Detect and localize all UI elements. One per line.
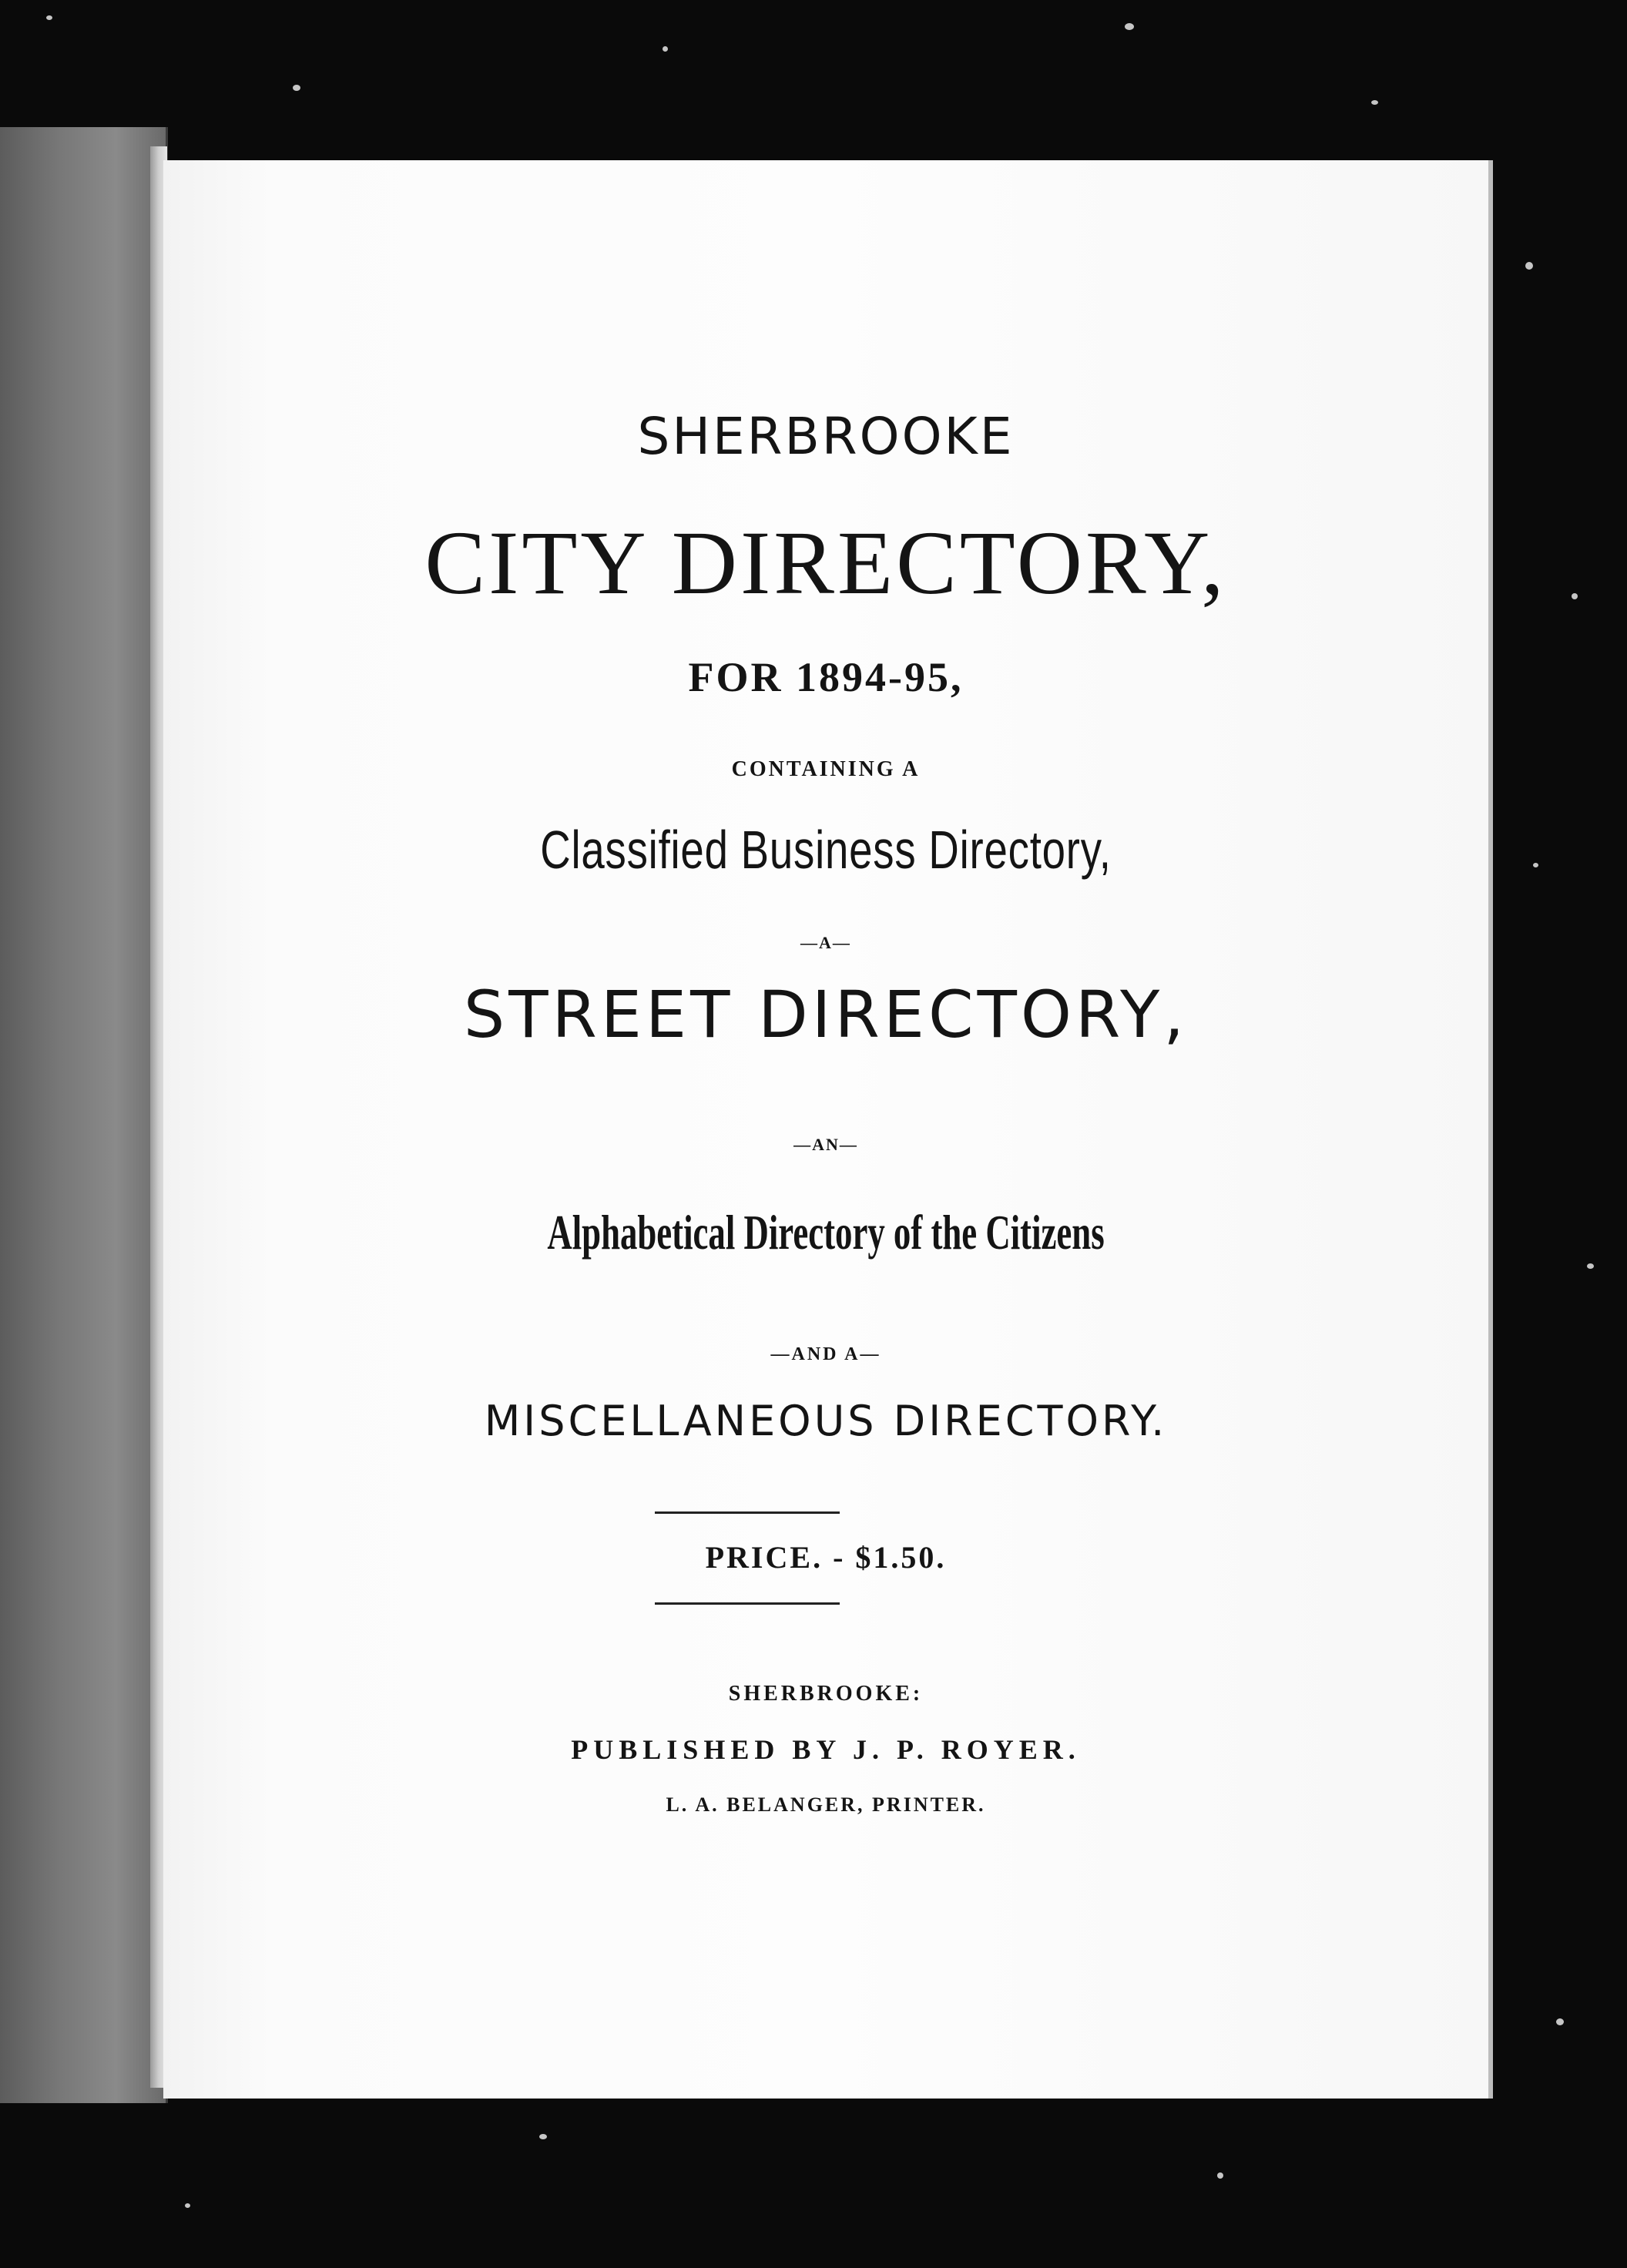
years-line: FOR 1894-95, xyxy=(688,654,964,700)
dust-speck xyxy=(539,2134,547,2139)
dust-speck xyxy=(1533,863,1538,867)
miscellaneous-directory-line: MISCELLANEOUS DIRECTORY. xyxy=(484,1397,1168,1445)
printer-line: L. A. BELANGER, PRINTER. xyxy=(666,1793,986,1816)
dust-speck xyxy=(46,15,52,20)
dust-speck xyxy=(1371,100,1378,105)
city-name: SHERBROOKE xyxy=(637,407,1015,466)
price-line: PRICE. - $1.50. xyxy=(705,1540,947,1575)
title-page-text xyxy=(163,160,1488,2099)
main-title: CITY DIRECTORY, xyxy=(424,512,1227,613)
dust-speck xyxy=(1587,1263,1594,1269)
title-page xyxy=(163,160,1488,2099)
publisher-line: PUBLISHED BY J. P. ROYER. xyxy=(571,1734,1081,1765)
divider-rule-bottom xyxy=(655,1602,840,1605)
alphabetical-directory-line: Alphabetical Directory of the Citizens xyxy=(547,1205,1105,1260)
dust-speck xyxy=(1125,23,1134,30)
separator-and-a: —AND A— xyxy=(770,1344,881,1364)
dust-speck xyxy=(1217,2172,1223,2179)
dust-speck xyxy=(185,2203,190,2208)
separator-a: —A— xyxy=(800,933,851,952)
book-cover-board xyxy=(0,127,168,2103)
dust-speck xyxy=(1572,593,1578,599)
dust-speck xyxy=(663,46,668,52)
imprint-city: SHERBROOKE: xyxy=(728,1682,924,1706)
dust-speck xyxy=(1525,262,1533,270)
containing-line: CONTAINING A xyxy=(731,757,921,781)
street-directory-line: STREET DIRECTORY, xyxy=(463,977,1189,1052)
separator-an: —AN— xyxy=(793,1135,858,1154)
dust-speck xyxy=(1556,2018,1564,2025)
classified-directory-line: Classified Business Directory, xyxy=(540,820,1112,880)
dust-speck xyxy=(293,85,300,91)
divider-rule-top xyxy=(655,1511,840,1514)
